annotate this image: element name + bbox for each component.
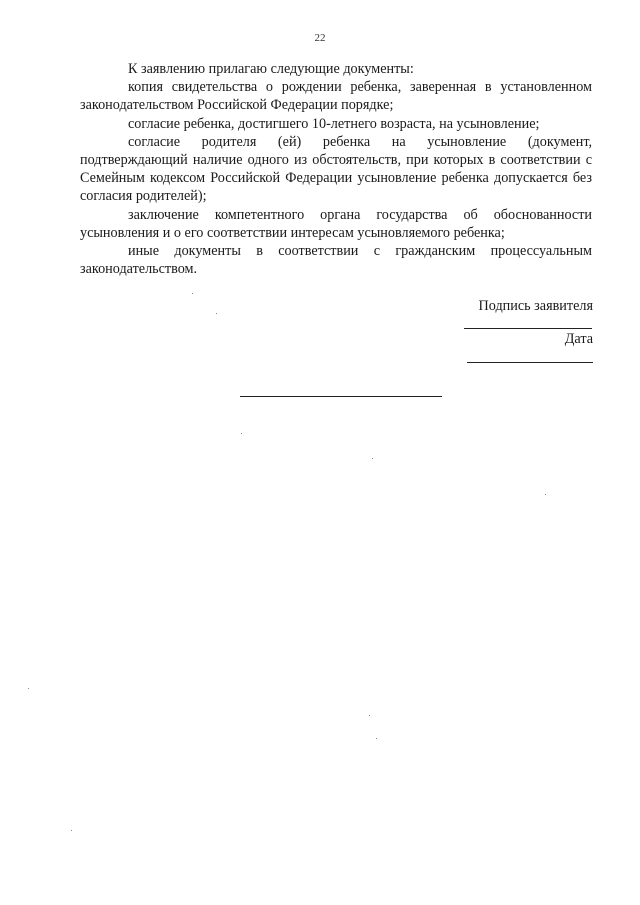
signature-line (464, 328, 592, 329)
paragraph-authority-conclusion: заключение компетентного органа государства об обоснованности усыновления и о его соответствии интересам усыновляемого ребенка; (80, 206, 592, 241)
scan-speck (241, 433, 242, 434)
paragraph-child-consent: согласие ребенка, достигшего 10-летнего возраста, на усыновление; (128, 115, 540, 132)
scan-speck (71, 830, 72, 831)
date-label: Дата (564, 331, 593, 347)
scan-speck (216, 313, 217, 314)
scan-speck (545, 494, 546, 495)
scan-speck (369, 715, 370, 716)
scan-speck (192, 293, 193, 294)
scan-speck (372, 458, 373, 459)
page-number: 22 (314, 32, 326, 44)
date-line (467, 362, 593, 363)
paragraph-other-documents: иные документы в соответствии с гражданским процессуальным законодательством. (80, 243, 592, 278)
paragraph-intro: К заявлению прилагаю следующие документы: (128, 61, 414, 77)
paragraph-parent-consent: согласие родителя (ей) ребенка на усыновление (документ, подтверждающий наличие одного из обстоятельств, при которых в соответствии с Семейным кодексом Российской Федерации усыновление ребенка допускается без согласия родителей); (80, 133, 592, 205)
paragraph-birth-certificate: копия свидетельства о рождении ребенка, заверенная в установленном законодательством Российской Федерации порядке; (80, 79, 592, 114)
signature-label: Подпись заявителя (478, 298, 593, 314)
scan-speck (28, 688, 29, 689)
document-body (80, 60, 592, 278)
scan-speck (376, 738, 377, 739)
end-of-form-divider (240, 396, 442, 397)
